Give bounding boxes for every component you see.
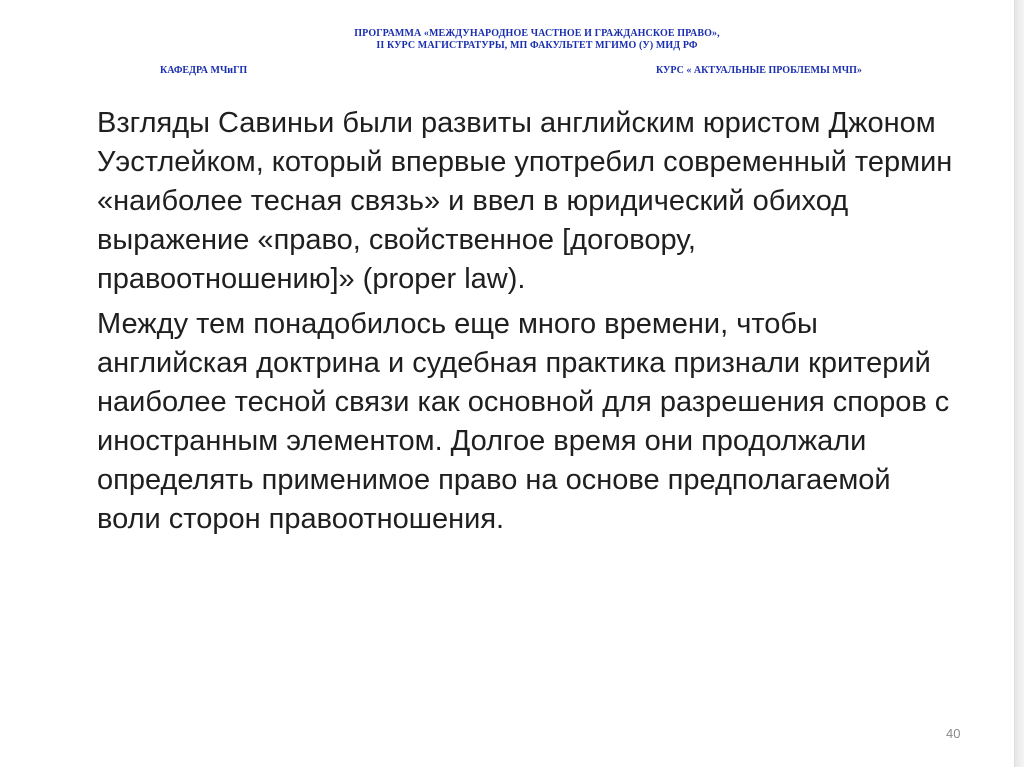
slide-right-edge bbox=[1014, 0, 1024, 767]
program-title-line-2: II КУРС МАГИСТРАТУРЫ, МП ФАКУЛЬТЕТ МГИМО (У) МИД РФ bbox=[376, 40, 698, 51]
course-label: КУРС « АКТУАЛЬНЫЕ ПРОБЛЕМЫ МЧП» bbox=[656, 65, 862, 76]
program-title-line-1: ПРОГРАММА «МЕЖДУНАРОДНОЕ ЧАСТНОЕ И ГРАЖДАНСКОЕ ПРАВО», bbox=[354, 28, 720, 39]
paragraph-2: Между тем понадобилось еще много времени, чтобы английская доктрина и судебная практика признали критерий наиболее тесной связи как основной для разрешения споров с иностранным элементом. Долгое время они продолжали определять применимое право на основе предполагаемой воли сторон правоотношения. bbox=[97, 308, 950, 535]
department-label: КАФЕДРА МЧиГП bbox=[160, 65, 248, 76]
paragraph-1: Взгляды Савиньи были развиты английским юристом Джоном Уэстлейком, который впервые употребил современный термин «наиболее тесная связь» и ввел в юридический обиход выражение «право, свойственное [договору, правоотношению]» (proper law). bbox=[97, 107, 953, 295]
slide-body bbox=[97, 104, 957, 545]
page-number: 40 bbox=[946, 726, 961, 741]
